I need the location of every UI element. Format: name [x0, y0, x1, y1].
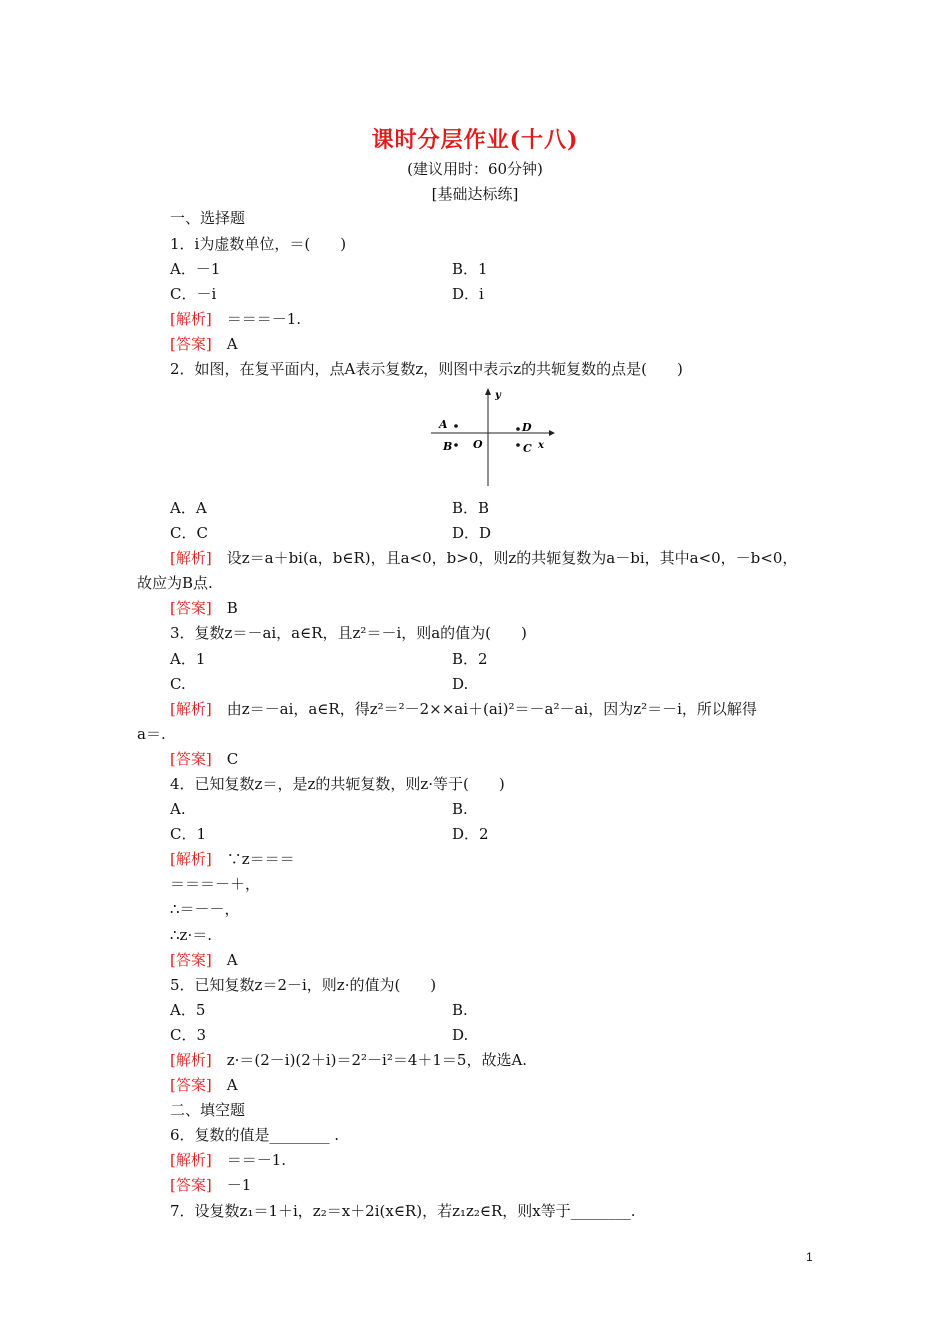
line-text: B. — [452, 800, 468, 818]
line-text: B．B — [452, 499, 490, 517]
line-text: A．－1 — [170, 260, 221, 278]
line-text: B. — [452, 1001, 468, 1019]
x-axis-arrow-icon — [549, 430, 555, 436]
text-line — [452, 1026, 468, 1044]
line-text: A. — [170, 800, 186, 818]
text-line — [452, 524, 491, 542]
line-text: 5．已知复数z＝2－i，则z·的值为( ) — [170, 976, 437, 994]
text-line — [452, 1001, 468, 1019]
text-line — [170, 1026, 206, 1044]
analysis-tag: [解析] — [170, 1151, 212, 1169]
text-line — [170, 209, 245, 227]
line-text: A — [211, 1076, 238, 1094]
text-line — [170, 599, 238, 617]
answer-tag: [答案] — [170, 1076, 212, 1094]
line-text: C．3 — [170, 1026, 207, 1044]
text-line — [170, 1176, 251, 1194]
text-line — [452, 650, 488, 668]
line-text: 4．已知复数z＝，是z的共轭复数，则z·等于( ) — [170, 775, 505, 793]
line-text: C — [211, 750, 239, 768]
text-line — [170, 800, 186, 818]
line-text: a＝. — [137, 725, 166, 743]
text-line — [170, 310, 301, 328]
text-line — [452, 285, 484, 303]
point-b-label: B — [443, 440, 453, 453]
text-line — [452, 260, 488, 278]
text-line — [170, 624, 527, 642]
line-text: B．2 — [452, 650, 488, 668]
line-text: ∴z·＝. — [170, 926, 212, 944]
point-c-label: C — [523, 442, 532, 455]
analysis-tag: [解析] — [170, 310, 212, 328]
text-line — [170, 850, 295, 868]
line-text: ∴＝－－， — [170, 900, 240, 918]
line-text: D．D — [452, 524, 492, 542]
text-line — [170, 335, 238, 353]
point-a — [454, 424, 458, 428]
line-text: 3．复数z＝－ai，a∈R，且z²＝－i，则a的值为( ) — [170, 624, 527, 642]
text-line — [170, 1076, 238, 1094]
text-line — [452, 675, 468, 693]
line-text: 故应为B点. — [137, 574, 213, 592]
line-text: B．1 — [452, 260, 488, 278]
line-text: z·＝(2－i)(2＋i)＝2²－i²＝4＋1＝5，故选A. — [211, 1051, 528, 1069]
line-text: A — [211, 951, 238, 969]
y-axis-arrow-icon — [485, 388, 491, 395]
text-line — [170, 260, 220, 278]
line-text: 1．i为虚数单位，＝( ) — [170, 235, 347, 253]
analysis-tag: [解析] — [170, 700, 212, 718]
text-line — [170, 499, 207, 517]
answer-tag: [答案] — [170, 1176, 212, 1194]
answer-tag: [答案] — [170, 599, 212, 617]
line-text: ＝＝＝－＋， — [170, 875, 261, 893]
page-number: 1 — [806, 1250, 813, 1264]
line-text: 设z＝a＋bi(a，b∈R)，且a<0，b>0，则z的共轭复数为a－bi，其中a<0，－b<0， — [211, 549, 798, 567]
answer-tag: [答案] — [170, 335, 212, 353]
text-line — [170, 875, 260, 893]
line-text: D．i — [452, 285, 484, 303]
level-heading: [基础达标练] — [431, 185, 519, 203]
line-text: 二、填空题 — [170, 1101, 246, 1119]
answer-tag: [答案] — [170, 750, 212, 768]
time-note: (建议用时：60分钟) — [407, 160, 543, 178]
text-line — [170, 951, 238, 969]
text-line — [170, 1151, 286, 1169]
text-line — [170, 1202, 636, 1220]
line-text: 2．如图，在复平面内，点A表示复数z，则图中表示z的共轭复数的点是( ) — [170, 360, 683, 378]
line-text: A．5 — [170, 1001, 206, 1019]
line-text: 一、选择题 — [170, 209, 246, 227]
point-a-label: A — [439, 418, 448, 431]
text-line — [170, 825, 206, 843]
text-line — [170, 524, 208, 542]
text-line — [170, 1126, 339, 1144]
complex-plane-figure — [425, 386, 555, 490]
text-line — [170, 750, 238, 768]
point-b — [454, 443, 458, 447]
text-line — [452, 499, 489, 517]
line-text: C. — [170, 675, 186, 693]
line-text: D. — [452, 675, 469, 693]
text-line — [452, 800, 468, 818]
line-text: ＝＝－1. — [211, 1151, 287, 1169]
line-text: B — [211, 599, 238, 617]
text-line — [170, 549, 797, 567]
text-line — [170, 675, 186, 693]
line-text: ＝＝＝－1. — [211, 310, 302, 328]
x-axis-label: x — [538, 440, 544, 451]
text-line — [170, 650, 205, 668]
line-text: A．A — [170, 499, 207, 517]
text-line — [170, 1101, 245, 1119]
text-line — [170, 360, 683, 378]
point-d — [516, 427, 520, 431]
text-line — [170, 775, 505, 793]
analysis-tag: [解析] — [170, 850, 212, 868]
text-line — [170, 926, 212, 944]
point-d-label: D — [522, 421, 532, 434]
text-line — [452, 825, 489, 843]
text-line — [170, 285, 216, 303]
line-text: ∵z＝＝＝ — [211, 850, 295, 868]
line-text: 7．设复数z₁＝1＋i，z₂＝x＋2i(x∈R)，若z₁z₂∈R，则x等于________. — [170, 1202, 636, 1220]
line-text: C．C — [170, 524, 208, 542]
text-line — [170, 976, 436, 994]
origin-label: O — [473, 438, 483, 451]
line-text: C．1 — [170, 825, 207, 843]
line-text: D. — [452, 1026, 469, 1044]
text-line — [170, 1001, 205, 1019]
analysis-tag: [解析] — [170, 549, 212, 567]
line-text: －1 — [211, 1176, 252, 1194]
text-line — [137, 574, 213, 592]
page-title: 课时分层作业(十八) — [371, 127, 579, 153]
line-text: A — [211, 335, 238, 353]
y-axis-label: y — [495, 390, 501, 401]
line-text: D．2 — [452, 825, 489, 843]
answer-tag: [答案] — [170, 951, 212, 969]
text-line — [170, 900, 240, 918]
point-c — [516, 443, 520, 447]
analysis-tag: [解析] — [170, 1051, 212, 1069]
text-line — [170, 700, 757, 718]
line-text: A．1 — [170, 650, 206, 668]
text-line — [170, 235, 346, 253]
text-line — [137, 725, 166, 743]
line-text: 6．复数的值是________ . — [170, 1126, 340, 1144]
line-text: 由z＝－ai，a∈R，得z²＝²－2××ai＋(ai)²＝－a²－ai，因为z²＝－i，所以解得 — [211, 700, 757, 718]
line-text: C．－i — [170, 285, 217, 303]
text-line — [170, 1051, 527, 1069]
